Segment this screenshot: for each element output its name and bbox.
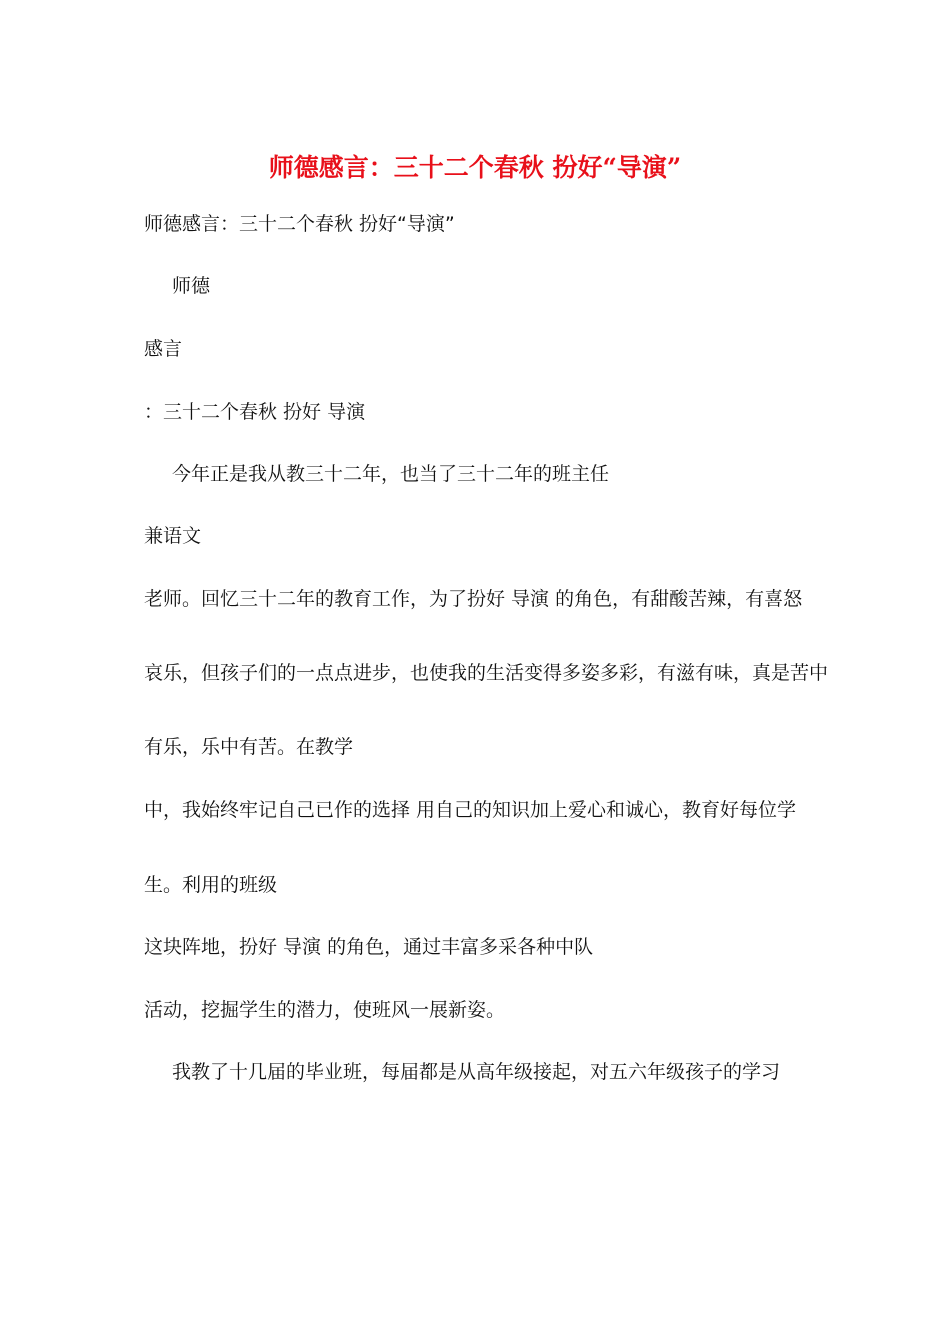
text-line: 师德感言：三十二个春秋 扮好“导演” xyxy=(144,213,455,235)
text-line: 感言 xyxy=(144,338,183,360)
text-line: 老师。回忆三十二年的教育工作，为了扮好 导演 的角色，有甜酸苦辣，有喜怒 xyxy=(144,588,803,610)
text-line: 生。利用的班级 xyxy=(144,874,278,896)
text-line: 我教了十几届的毕业班，每届都是从高年级接起，对五六年级孩子的学习 xyxy=(172,1061,781,1083)
text-line: 兼语文 xyxy=(144,525,202,547)
text-line: 有乐，乐中有苦。在教学 xyxy=(144,736,354,758)
text-line: 中，我始终牢记自己已作的选择 用自己的知识加上爱心和诚心，教育好每位学 xyxy=(144,799,797,821)
text-line: 活动，挖掘学生的潜力，使班风一展新姿。 xyxy=(144,999,506,1021)
text-line: 师德 xyxy=(172,275,211,297)
text-line: 今年正是我从教三十二年，也当了三十二年的班主任 xyxy=(172,463,610,485)
document-title: 师德感言：三十二个春秋 扮好“导演” xyxy=(268,153,682,182)
text-line: 这块阵地，扮好 导演 的角色，通过丰富多采各种中队 xyxy=(144,936,594,958)
text-line: ：三十二个春秋 扮好 导演 xyxy=(144,401,366,423)
text-line: 哀乐，但孩子们的一点点进步，也使我的生活变得多姿多彩，有滋有味，真是苦中 xyxy=(144,662,829,684)
